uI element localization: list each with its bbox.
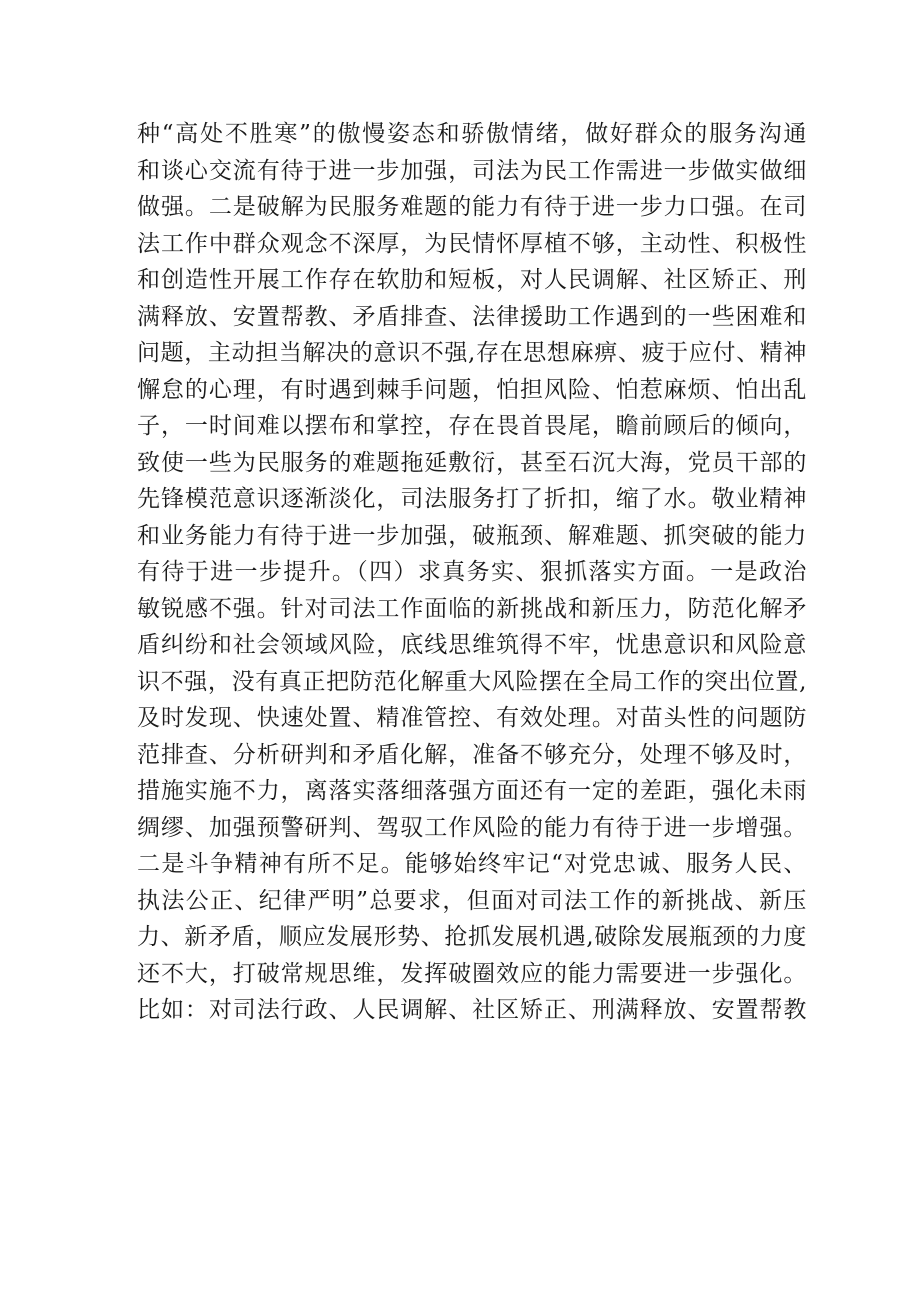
- text-line-4: 法工作中群众观念不深厚，为民情怀厚植不够，主动性、积极性: [137, 230, 807, 257]
- text-line-5: 和创造性开展工作存在软肋和短板，对人民调解、社区矫正、刑: [137, 267, 807, 293]
- text-line-19: 措施实施不力，离落实落细落强方面还有一定的差距，强化未雨: [137, 778, 807, 804]
- text-line-9: 子，一时间难以摆布和掌控，存在畏首畏尾，瞻前顾后的倾向，: [137, 413, 807, 439]
- text-line-13: 有待于进一步提升。（四）求真务实、狠抓落实方面。一是政治: [137, 559, 807, 585]
- text-line-14: 敏锐感不强。针对司法工作面临的新挑战和新压力，防范化解矛: [137, 595, 807, 622]
- body-text: [137, 116, 807, 1029]
- text-line-10: 致使一些为民服务的难题拖延敷衍，甚至石沉大海，党员干部的: [137, 449, 807, 476]
- text-line-15: 盾纠纷和社会领域风险，底线思维筑得不牢，忧患意识和风险意: [137, 632, 807, 658]
- text-line-11: 先锋模范意识逐渐淡化，司法服务打了折扣，缩了水。敬业精神: [137, 486, 807, 512]
- text-line-25: 比如：对司法行政、人民调解、社区矫正、刑满释放、安置帮教: [137, 997, 807, 1023]
- text-line-3: 做强。二是破解为民服务难题的能力有待于进一步力口强。在司: [137, 194, 807, 220]
- text-line-23: 力、新矛盾，顺应发展形势、抢抓发展机遇,破除发展瓶颈的力度: [137, 924, 807, 950]
- text-line-18: 范排查、分析研判和矛盾化解，准备不够充分，处理不够及时，: [137, 741, 807, 768]
- text-line-22: 执法公正、纪律严明”总要求，但面对司法工作的新挑战、新压: [137, 887, 807, 914]
- text-line-2: 和谈心交流有待于进一步加强，司法为民工作需进一步做实做细: [137, 157, 807, 184]
- text-line-24: 还不大，打破常规思维，发挥破圈效应的能力需要进一步强化。: [137, 960, 807, 987]
- text-line-12: 和业务能力有待于进一步加强，破瓶颈、解难题、抓突破的能力: [137, 522, 807, 549]
- text-line-16: 识不强，没有真正把防范化解重大风险摆在全局工作的突出位置,: [137, 668, 807, 695]
- text-line-17: 及时发现、快速处置、精准管控、有效处理。对苗头性的问题防: [137, 705, 807, 731]
- text-line-8: 懈怠的心理，有时遇到棘手问题，怕担风险、怕惹麻烦、怕出乱: [137, 376, 807, 403]
- text-line-20: 绸缪、加强预警研判、驾驭工作风险的能力有待于进一步增强。: [137, 814, 807, 841]
- text-line-7: 问题，主动担当解决的意识不强,存在思想麻痹、疲于应付、精神: [137, 340, 807, 366]
- text-line-21: 二是斗争精神有所不足。能够始终牢记“对党忠诚、服务人民、: [137, 851, 807, 877]
- text-line-6: 满释放、安置帮教、矛盾排查、法律援助工作遇到的一些困难和: [137, 303, 807, 330]
- text-line-1: 种“高处不胜寒”的傲慢姿态和骄傲情绪，做好群众的服务沟通: [137, 121, 807, 147]
